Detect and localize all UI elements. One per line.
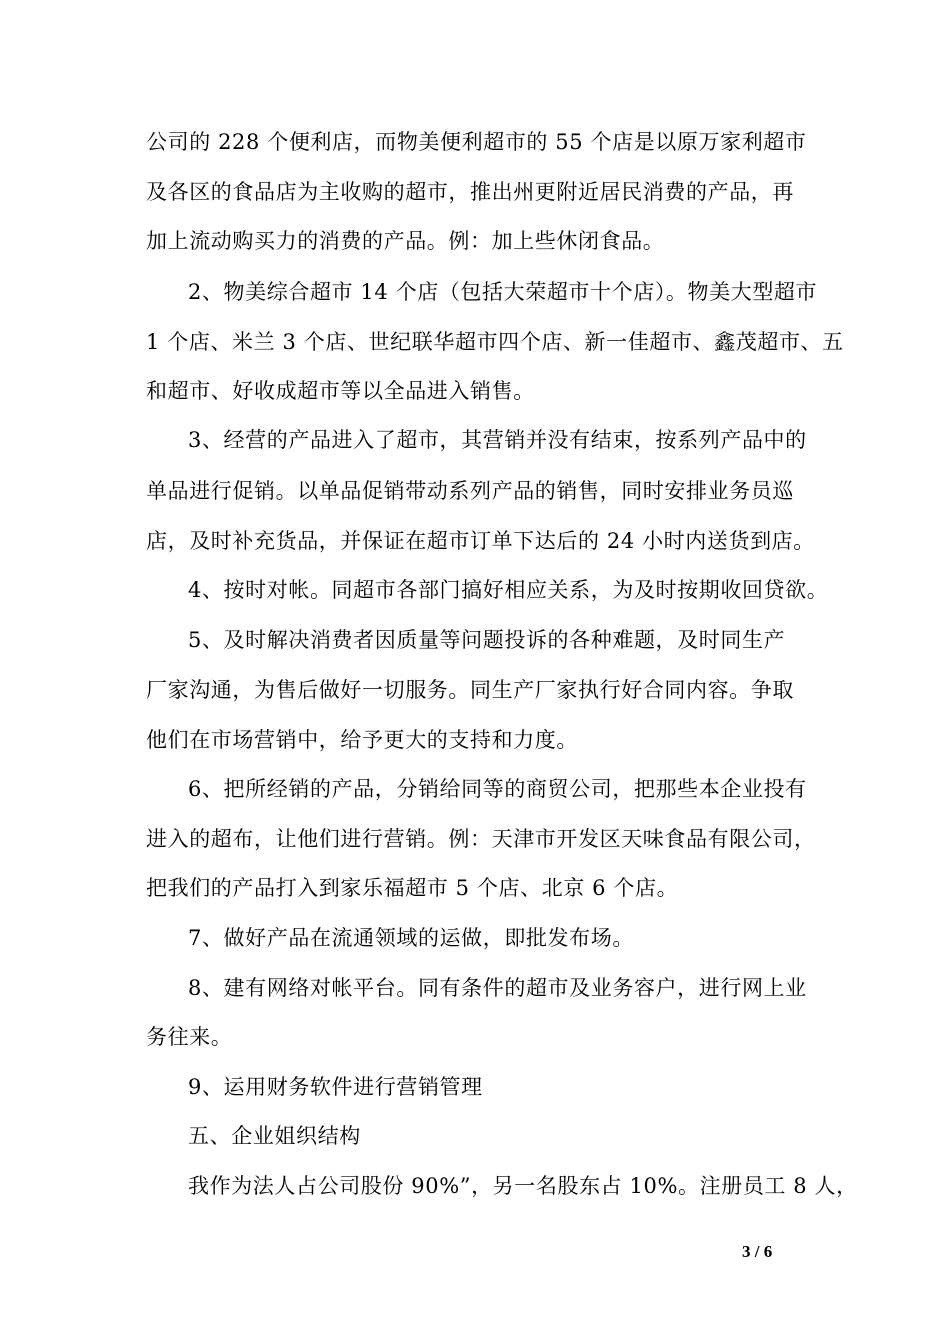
paragraph-line: 进入的超布，让他们进行营销。例：天津市开发区天味食品有限公司， [146, 827, 816, 851]
list-item-6: 6、把所经销的产品，分销给同等的商贸公司，把那些本企业投有 [188, 777, 807, 801]
list-item-4: 4、按时对帐。同超市各部门搞好相应关系，为及时按期收回贷欲。 [188, 578, 829, 602]
paragraph-line: 和超市、好收成超市等以全品进入销售。 [146, 379, 535, 403]
paragraph-line: 及各区的食品店为主收购的超市，推出州更附近居民消费的产品，再 [146, 180, 794, 204]
list-item-5: 5、及时解决消费者因质量等问题投诉的各种难题，及时同生产 [188, 628, 786, 652]
paragraph-line: 公司的 228 个便利店，而物美便利超市的 55 个店是以原万家利超市 [146, 130, 807, 154]
page-number: 3 / 6 [742, 1242, 773, 1261]
list-item-9: 9、运用财务软件进行营销管理 [188, 1075, 483, 1099]
paragraph-line: 把我们的产品打入到家乐福超市 5 个店、北京 6 个店。 [146, 876, 679, 900]
list-item-7: 7、做好产品在流通领域的运做，即批发布场。 [188, 926, 634, 950]
paragraph-line: 厂家沟通，为售后做好一切服务。同生产厂家执行好合同内容。争取 [146, 678, 794, 702]
list-item-2: 2、物美综合超市 14 个店（包括大荣超市十个店）。物美大型超市 [188, 280, 818, 304]
paragraph-line: 店，及时补充货品，并保证在超市订单下达后的 24 小时内送货到店。 [146, 529, 815, 553]
paragraph-line: 他们在市场营销中，给予更大的支持和力度。 [146, 728, 578, 752]
list-item-8: 8、建有网络对帐平台。同有条件的超市及业务容户，进行网上业 [188, 976, 807, 1000]
paragraph-line: 1 个店、米兰 3 个店、世纪联华超市四个店、新一佳超市、鑫茂超市、五 [146, 330, 844, 354]
section-heading: 五、企业姐织结构 [188, 1124, 361, 1148]
paragraph-line: 单品进行促销。以单品促销带动系列产品的销售，同时安排业务员巡 [146, 479, 794, 503]
paragraph-line: 我作为法人占公司股份 90%”，另一名股东占 10%。注册员工 8 人， [188, 1174, 858, 1198]
paragraph-line: 加上流动购买力的消费的产品。例：加上些休闭食品。 [146, 229, 665, 253]
paragraph-line: 务往来。 [146, 1025, 233, 1049]
list-item-3: 3、经营的产品进入了超市，其营销并没有结束，按系列产品中的 [188, 428, 807, 452]
